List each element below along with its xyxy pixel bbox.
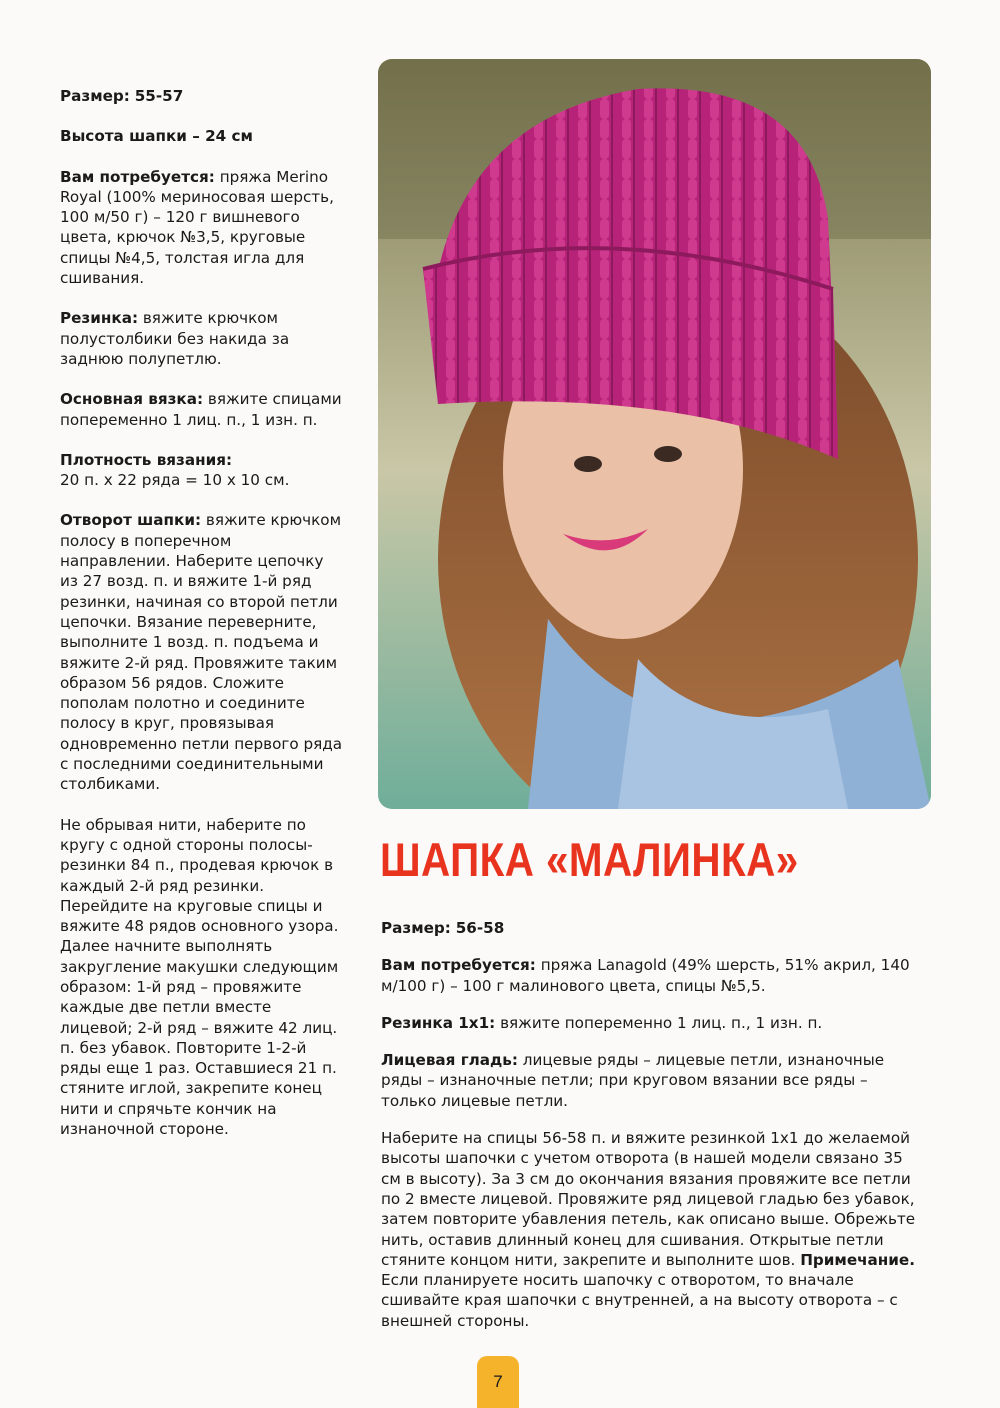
woman-in-hat-image [378,59,931,809]
cuff-paragraph: Отворот шапки: вяжите крючком полосу в поперечном направлении. Наберите цепочку из 27 возд. п. и вяжите 1-й ряд резинки, начиная со второй петли цепочки. Вязание переверните, выполните 1 возд. п. подъема и вяжите 2-й ряд. Провяжите таким образом 56 рядов. Сложите пополам полотно и соедините полосу в круг, провязывая одновременно петли первого ряда с последними соединительными столбиками. [60,511,343,794]
size-line: Размер: 56-58 [381,919,505,937]
instructions-paragraph: Наберите на спицы 56-58 п. и вяжите резинкой 1х1 до желаемой высоты шапочки с учетом отворота (в нашей модели связано 35 см в высоту). За 3 см до окончания вязания провяжите все петли по 2 вместе лицевой. Провяжите ряд лицевой гладью без убавок, затем повторите убавления петель, как описано выше. Обрежьте нить, оставив длинный конец для сшивания. Открытые петли стяните концом нити, закрепите и выполните шов. Примечание. Если планируете носить шапочку с отворотом, то вначале сшивайте края шапочки с внутренней, а на высоту отворота – с внешней стороны. [381,1129,916,1330]
materials-paragraph: Вам потребуется: пряжа Lanagold (49% шерсть, 51% акрил, 140 м/100 г) – 100 г малинового цвета, спицы №5,5. [381,956,910,995]
main-stitch-paragraph: Основная вязка: вяжите спицами попеременно 1 лиц. п., 1 изн. п. [60,390,342,429]
density-paragraph: Плотность вязания: 20 п. х 22 ряда = 10 х 10 см. [60,450,290,490]
page-number: 7 [477,1356,519,1408]
pattern-title: ШАПКА «МАЛИНКА» [380,833,799,886]
size-line: Размер: 55-57 [60,87,184,105]
right-column [381,918,921,1348]
rib-paragraph: Резинка 1х1: вяжите попеременно 1 лиц. п., 1 изн. п. [381,1013,823,1032]
rib-paragraph: Резинка: вяжите крючком полустолбики без накида за заднюю полупетлю. [60,309,290,368]
height-line: Высота шапки – 24 см [60,127,253,146]
model-photo [378,59,931,809]
materials-paragraph: Вам потребуется: пряжа Merino Royal (100% мериносовая шерсть, 100 м/50 г) – 120 г вишневого цвета, крючок №3,5, круговые спицы №4,5, толстая игла для сшивания. [60,167,334,288]
left-column [60,86,345,1159]
body-paragraph: Не обрывая нити, наберите по кругу с одной стороны полосы-резинки 84 п., продевая крючок в каждый 2-й ряд резинки. Перейдите на круговые спицы и вяжите 48 рядов основного узора. Далее начните выполнять закругление макушки следующим образом: 1-й ряд – провяжите каждые две петли вместе лицевой; 2-й ряд – вяжите 42 лиц. п. без убавок. Повторите 1-2-й ряды еще 1 раз. Оставшиеся 21 п. стяните иглой, закрепите конец нити и спрячьте кончик на изнаночной стороне. [60,815,339,1139]
stockinette-paragraph: Лицевая гладь: лицевые ряды – лицевые петли, изнаночные ряды – изнаночные петли; при круговом вязании все ряды – только лицевые петли. [381,1051,885,1110]
